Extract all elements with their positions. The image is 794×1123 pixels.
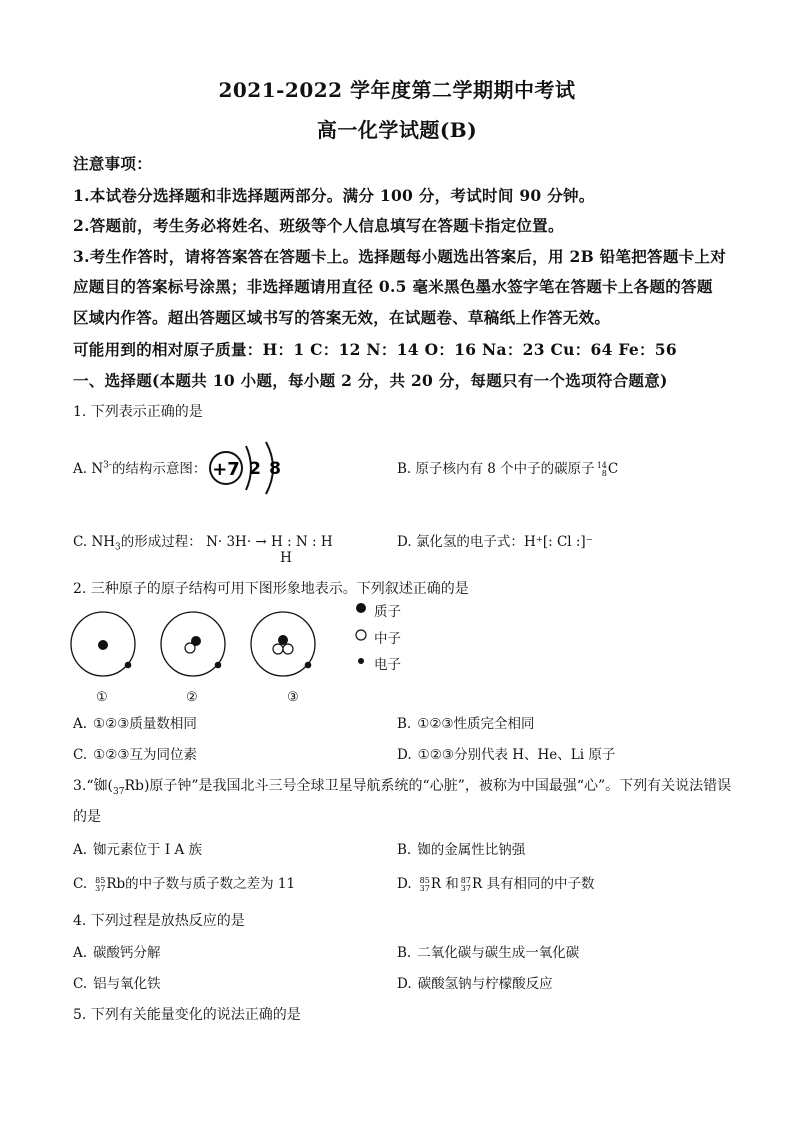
atom-3-neutron-1	[273, 644, 283, 654]
atom-label-1: ①	[96, 690, 108, 705]
atom-3-neutron-2	[283, 644, 293, 654]
notice-line: 3.考生作答时，请将答案答在答题卡上。选择题每小题选出答案后，用 2B 铅笔把答题卡上对	[73, 247, 727, 266]
isotope-notation: 85 37	[419, 875, 430, 893]
question-3-stem: 3.“铷$(_{37}Rb)$原子钟”是我国北斗三号全球卫星导航系统的“心脏”，被称为中国最强“心”。下列有关说法错误	[73, 778, 732, 797]
legend-electron: 电子	[374, 657, 401, 673]
q1-option-c: C. $NH_3$的形成过程： N· 3H· → H : N : H H	[73, 534, 333, 566]
n3-structure-diagram	[200, 432, 295, 500]
atom-1-proton	[98, 640, 108, 650]
q2-option-b: B. ①②③性质完全相同	[397, 716, 535, 732]
q2-option-a: A. ①②③质量数相同	[73, 716, 197, 732]
shell-1-count: 2	[249, 459, 261, 479]
isotope-notation: 85 37	[95, 875, 106, 893]
legend-proton: 质子	[374, 604, 401, 620]
legend-neutron-icon	[356, 630, 366, 640]
isotope-notation: 87 37	[460, 875, 471, 893]
legend-neutron: 中子	[374, 631, 401, 647]
hcl-electron-formula: H⁺[: Cl :]⁻	[523, 534, 593, 550]
legend-symbols	[354, 601, 368, 667]
q3-option-d: D. 85 37 R 和 87 37 R 具有相同的中子数	[397, 875, 595, 893]
question-2-stem: 2. 三种原子的原子结构可用下图形象地表示。下列叙述正确的是	[73, 581, 469, 597]
q3-option-a: A. 铷元素位于 I A 族	[73, 842, 203, 858]
atomic-masses: 可能用到的相对原子质量：H：1 C：12 N：14 O：16 Na：23 Cu：64 Fe：56	[73, 340, 677, 359]
q4-option-c: C. 铝与氧化铁	[73, 976, 161, 992]
q1-option-a: A. $N^{3-}$的结构示意图：	[73, 460, 207, 477]
q1-option-d: D. 氯化氢的电子式：H⁺[: Cl :]⁻	[397, 534, 593, 550]
atom-3-proton	[278, 635, 288, 645]
legend-proton-icon	[356, 603, 366, 613]
question-1-stem: 1. 下列表示正确的是	[73, 404, 203, 420]
question-3-stem-line2: 的是	[73, 809, 101, 825]
q1-option-b: B. 原子核内有 8 个中子的碳原子 14 8 C	[397, 460, 619, 478]
question-5-stem: 5. 下列有关能量变化的说法正确的是	[73, 1007, 301, 1023]
notice-line: 1.本试卷分选择题和非选择题两部分。满分 100 分，考试时间 90 分钟。	[73, 186, 595, 205]
shell-2-count: 8	[269, 459, 281, 479]
q3-option-b: B. 铷的金属性比钠强	[397, 842, 526, 858]
legend-electron-icon	[358, 658, 364, 664]
notice-heading: 注意事项：	[73, 154, 153, 173]
q2-option-c: C. ①②③互为同位素	[73, 747, 197, 763]
q4-option-b: B. 二氧化碳与碳生成一氧化碳	[397, 945, 580, 961]
atom-models-diagram	[65, 608, 335, 683]
question-4-stem: 4. 下列过程是放热反应的是	[73, 913, 245, 929]
isotope-notation: 14 8	[596, 460, 607, 478]
notice-line: 区域内作答。超出答题区域书写的答案无效，在试题卷、草稿纸上作答无效。	[73, 308, 611, 327]
exam-subtitle: 高一化学试题(B)	[316, 118, 478, 142]
section-heading: 一、选择题(本题共 10 小题，每小题 2 分，共 20 分，每题只有一个选项符合题意)	[73, 371, 668, 390]
atom-label-2: ②	[186, 690, 198, 705]
notice-line: 2.答题前，考生务必将姓名、班级等个人信息填写在答题卡指定位置。	[73, 216, 564, 235]
notice-line: 应题目的答案标号涂黑；非选择题请用直径 0.5 毫米黑色墨水签字笔在答题卡上各题的答题	[73, 277, 713, 296]
atom-3-electron	[305, 662, 312, 669]
atom-label-3: ③	[287, 690, 299, 705]
nucleus-charge: +7	[212, 459, 240, 480]
exam-title: 2021-2022 学年度第二学期期中考试	[218, 78, 576, 102]
q4-option-d: D. 碳酸氢钠与柠檬酸反应	[397, 976, 553, 992]
nh3-formation-formula: N· 3H· → H : N : H H	[206, 534, 333, 566]
atom-2-electron	[215, 662, 222, 669]
atom-2-neutron	[185, 643, 195, 653]
q4-option-a: A. 碳酸钙分解	[73, 945, 161, 961]
q3-option-c: C. 85 37 Rb的中子数与质子数之差为 11	[73, 875, 296, 893]
atom-1-electron	[125, 662, 132, 669]
q2-option-d: D. ①②③分别代表 H、He、Li 原子	[397, 747, 616, 763]
